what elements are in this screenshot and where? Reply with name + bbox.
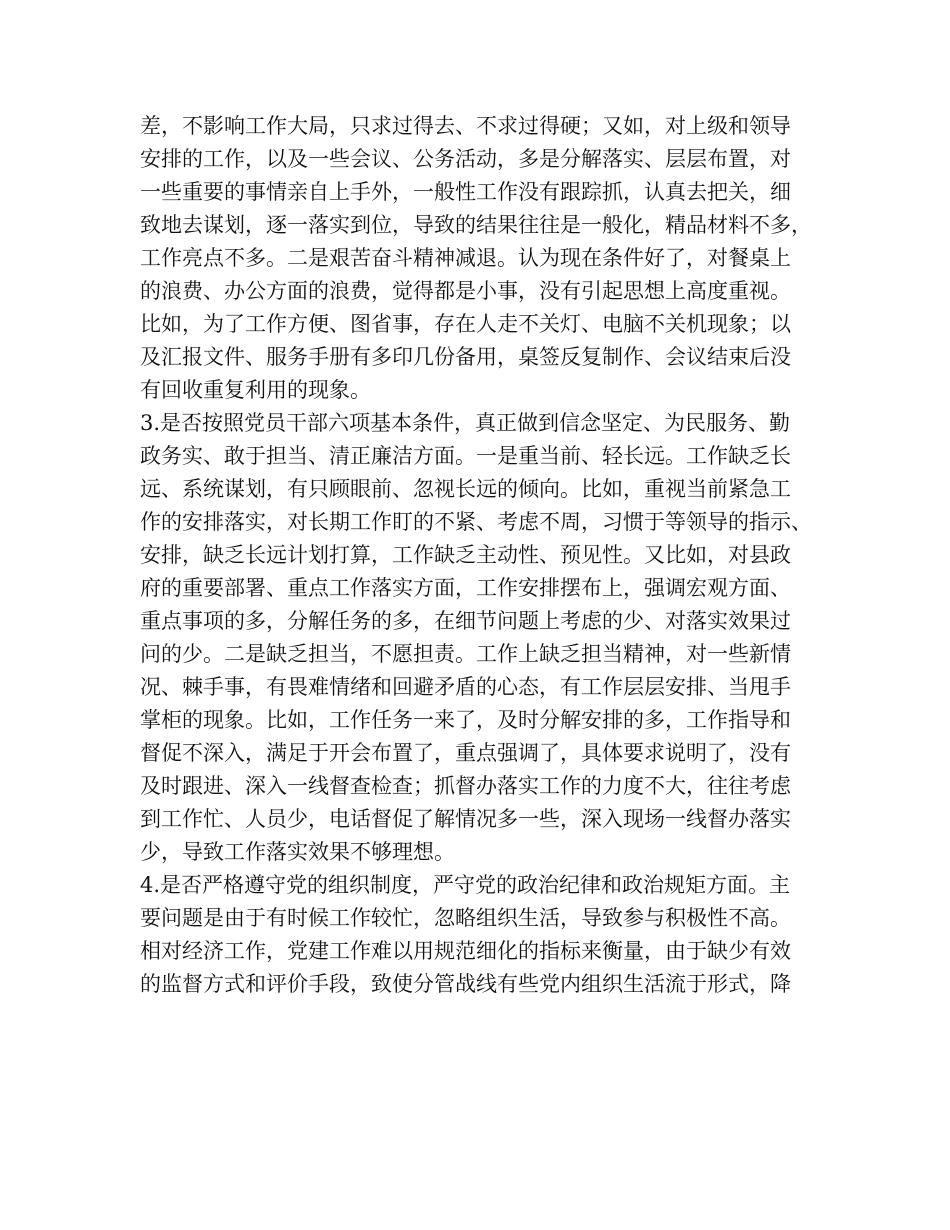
- text-line: 的监督方式和评价手段，致使分管战线有些党内组织生活流于形式，降: [140, 972, 791, 996]
- text-line: 相对经济工作，党建工作难以用规范细化的指标来衡量，由于缺少有效: [140, 939, 791, 963]
- text-line: 况、棘手事，有畏难情绪和回避矛盾的心态，有工作层层安排、当甩手: [140, 675, 791, 699]
- text-line: 4.是否严格遵守党的组织制度，严守党的政治纪律和政治规矩方面。主: [140, 873, 791, 897]
- text-line: 3.是否按照党员干部六项基本条件，真正做到信念坚定、为民服务、勤: [140, 411, 791, 435]
- text-line: 掌柜的现象。比如，工作任务一来了，及时分解安排的多，工作指导和: [140, 708, 791, 732]
- text-line: 政务实、敢于担当、清正廉洁方面。一是重当前、轻长远。工作缺乏长: [140, 444, 791, 468]
- text-line: 差，不影响工作大局，只求过得去、不求过得硬；又如，对上级和领导: [140, 114, 791, 138]
- text-line: 致地去谋划，逐一落实到位，导致的结果往往是一般化，精品材料不多，: [140, 213, 812, 237]
- text-line: 安排的工作，以及一些会议、公务活动，多是分解落实、层层布置，对: [140, 147, 791, 171]
- text-line: 到工作忙、人员少，电话督促了解情况多一些，深入现场一线督办落实: [140, 807, 791, 831]
- text-line: 及汇报文件、服务手册有多印几份备用，桌签反复制作、会议结束后没: [140, 345, 791, 369]
- text-line: 作的安排落实，对长期工作盯的不紧、考虑不周，习惯于等领导的指示、: [140, 510, 812, 534]
- text-line: 工作亮点不多。二是艰苦奋斗精神减退。认为现在条件好了，对餐桌上: [140, 246, 791, 270]
- text-line: 重点事项的多，分解任务的多，在细节问题上考虑的少、对落实效果过: [140, 609, 791, 633]
- text-line: 比如，为了工作方便、图省事，存在人走不关灯、电脑不关机现象；以: [140, 312, 791, 336]
- text-line: 要问题是由于有时候工作较忙，忽略组织生活，导致参与积极性不高。: [140, 906, 791, 930]
- text-line: 的浪费、办公方面的浪费，觉得都是小事，没有引起思想上高度重视。: [140, 279, 791, 303]
- text-line: 一些重要的事情亲自上手外，一般性工作没有跟踪抓，认真去把关，细: [140, 180, 791, 204]
- document-body: [140, 110, 820, 1001]
- text-line: 及时跟进、深入一线督查检查；抓督办落实工作的力度不大，往往考虑: [140, 774, 791, 798]
- text-line: 远、系统谋划，有只顾眼前、忽视长远的倾向。比如，重视当前紧急工: [140, 477, 791, 501]
- text-line: 问的少。二是缺乏担当，不愿担责。工作上缺乏担当精神，对一些新情: [140, 642, 791, 666]
- text-line: 府的重要部署、重点工作落实方面，工作安排摆布上，强调宏观方面、: [140, 576, 791, 600]
- text-line: 少，导致工作落实效果不够理想。: [140, 840, 455, 864]
- text-line: 督促不深入，满足于开会布置了，重点强调了，具体要求说明了，没有: [140, 741, 791, 765]
- text-line: 有回收重复利用的现象。: [140, 378, 371, 402]
- text-line: 安排，缺乏长远计划打算，工作缺乏主动性、预见性。又比如，对县政: [140, 543, 791, 567]
